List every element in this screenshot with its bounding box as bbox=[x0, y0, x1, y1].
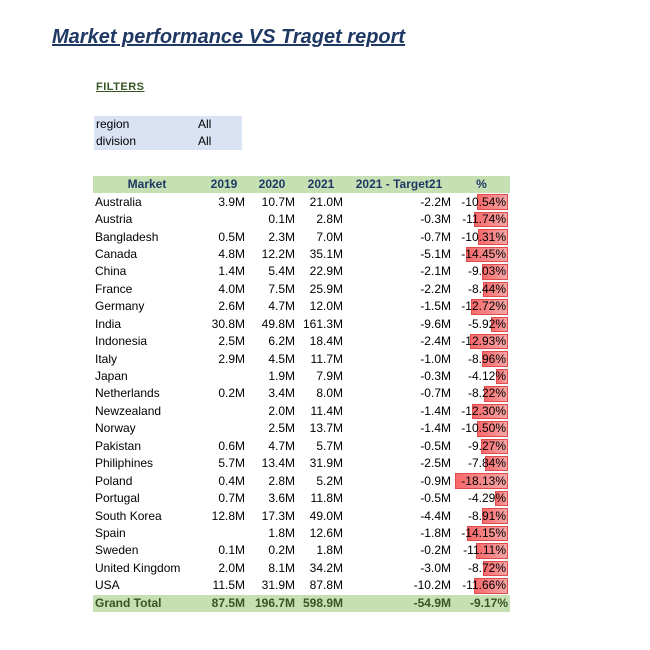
filter-region-value[interactable]: All bbox=[198, 117, 212, 131]
total-label: Grand Total bbox=[93, 595, 201, 612]
cell-pct bbox=[453, 542, 510, 559]
pct-value: -9.03% bbox=[467, 264, 506, 279]
pct-value: -11.74% bbox=[462, 212, 506, 227]
pct-value: -14.45% bbox=[461, 246, 506, 261]
cell-pct bbox=[453, 525, 510, 542]
cell-market: France bbox=[95, 281, 133, 296]
pct-value: -11.66% bbox=[462, 578, 506, 593]
cell-2020: 0.2M bbox=[268, 543, 295, 558]
cell-2020: 4.7M bbox=[268, 299, 295, 314]
cell-2021: 1.8M bbox=[316, 543, 343, 558]
cell-market: Germany bbox=[95, 299, 145, 314]
table-row bbox=[93, 472, 510, 489]
cell-2020: 13.4M bbox=[261, 456, 295, 471]
cell-market: USA bbox=[95, 578, 120, 593]
filter-region-label: region bbox=[96, 117, 130, 131]
cell-market: Philiphines bbox=[95, 456, 154, 471]
table-row bbox=[93, 577, 510, 594]
cell-pct bbox=[453, 193, 510, 210]
cell-pct bbox=[453, 333, 510, 350]
cell-diff: -2.5M bbox=[420, 456, 451, 471]
table-row bbox=[93, 455, 510, 472]
cell-market: Sweden bbox=[95, 543, 139, 558]
cell-diff: -2.2M bbox=[420, 194, 451, 209]
cell-diff: -4.4M bbox=[420, 508, 451, 523]
cell-2020: 1.9M bbox=[268, 369, 295, 384]
pct-value: -7.84% bbox=[467, 456, 506, 471]
cell-diff: -2.1M bbox=[420, 264, 451, 279]
pct-value: -4.29% bbox=[467, 491, 506, 506]
filter-division-label: division bbox=[96, 134, 137, 148]
cell-2020: 2.0M bbox=[268, 403, 295, 418]
cell-2019: 12.8M bbox=[211, 508, 245, 523]
cell-market: Austria bbox=[95, 212, 133, 227]
filter-division-value[interactable]: All bbox=[198, 134, 212, 148]
cell-2020: 10.7M bbox=[261, 194, 295, 209]
cell-2020: 7.5M bbox=[268, 281, 295, 296]
cell-2019: 0.1M bbox=[218, 543, 245, 558]
cell-2020: 3.4M bbox=[268, 386, 295, 401]
cell-2021: 18.4M bbox=[309, 334, 343, 349]
cell-2021: 8.0M bbox=[316, 386, 343, 401]
cell-diff: -0.5M bbox=[420, 491, 451, 506]
market-report-table bbox=[93, 176, 510, 612]
cell-pct bbox=[453, 438, 510, 455]
cell-diff: -0.2M bbox=[420, 543, 451, 558]
cell-pct bbox=[453, 316, 510, 333]
cell-2019: 0.7M bbox=[218, 491, 245, 506]
cell-pct bbox=[453, 577, 510, 594]
total-2019: 87.5M bbox=[201, 595, 247, 612]
cell-diff: -1.4M bbox=[420, 421, 451, 436]
cell-diff: -9.6M bbox=[420, 316, 451, 331]
cell-2019: 2.9M bbox=[218, 351, 245, 366]
cell-2019: 1.4M bbox=[218, 264, 245, 279]
cell-2020: 0.1M bbox=[268, 212, 295, 227]
table-row bbox=[93, 281, 510, 298]
cell-2019: 5.7M bbox=[218, 456, 245, 471]
cell-2021: 5.2M bbox=[316, 473, 343, 488]
cell-2019 bbox=[201, 403, 247, 420]
cell-market: Australia bbox=[95, 194, 142, 209]
grand-total-row bbox=[93, 595, 510, 612]
cell-2021: 21.0M bbox=[309, 194, 343, 209]
pct-value: -8.96% bbox=[467, 351, 506, 366]
header-2019: 2019 bbox=[201, 176, 247, 193]
cell-2020: 4.5M bbox=[268, 351, 295, 366]
filter-panel bbox=[94, 116, 242, 150]
cell-2021: 12.6M bbox=[309, 525, 343, 540]
cell-pct bbox=[453, 246, 510, 263]
cell-pct bbox=[453, 490, 510, 507]
table-row bbox=[93, 211, 510, 228]
cell-2020: 2.8M bbox=[268, 473, 295, 488]
total-2020: 196.7M bbox=[247, 595, 297, 612]
cell-diff: -0.3M bbox=[420, 212, 451, 227]
cell-pct bbox=[453, 507, 510, 524]
header-pct: % bbox=[453, 176, 510, 193]
total-diff: -54.9M bbox=[345, 595, 453, 612]
cell-market: Newzealand bbox=[95, 403, 162, 418]
cell-pct bbox=[453, 211, 510, 228]
cell-2021: 11.4M bbox=[310, 403, 343, 418]
report-title: Market performance VS Traget report bbox=[52, 26, 406, 48]
cell-diff: -10.2M bbox=[413, 578, 451, 593]
cell-2019: 0.4M bbox=[218, 473, 245, 488]
table-row bbox=[93, 490, 510, 507]
cell-2021: 5.7M bbox=[316, 438, 343, 453]
cell-2020: 4.7M bbox=[268, 438, 295, 453]
pct-value: -12.93% bbox=[461, 334, 506, 349]
cell-2019: 2.6M bbox=[218, 299, 245, 314]
header-2020: 2020 bbox=[247, 176, 297, 193]
cell-diff: -1.8M bbox=[420, 525, 451, 540]
cell-diff: -0.7M bbox=[420, 229, 451, 244]
cell-market: Bangladesh bbox=[95, 229, 159, 244]
cell-2021: 87.8M bbox=[309, 578, 343, 593]
cell-diff: -2.4M bbox=[420, 334, 451, 349]
cell-market: China bbox=[95, 264, 127, 279]
cell-2019 bbox=[201, 368, 247, 385]
cell-2021: 13.7M bbox=[309, 421, 343, 436]
cell-diff: -0.9M bbox=[420, 473, 451, 488]
pct-value: -12.72% bbox=[461, 299, 506, 314]
table-row bbox=[93, 560, 510, 577]
cell-pct bbox=[453, 560, 510, 577]
cell-2020: 2.5M bbox=[268, 421, 295, 436]
cell-2021: 2.8M bbox=[316, 212, 343, 227]
pct-value: -4.12% bbox=[467, 369, 506, 384]
table-row bbox=[93, 316, 510, 333]
pct-value: -10.54% bbox=[461, 194, 506, 209]
cell-2019: 4.8M bbox=[218, 246, 245, 261]
cell-market: Japan bbox=[95, 369, 128, 384]
table-row bbox=[93, 542, 510, 559]
cell-pct bbox=[453, 298, 510, 315]
table-row bbox=[93, 368, 510, 385]
table-row bbox=[93, 246, 510, 263]
table-header-row bbox=[93, 176, 510, 193]
filter-region[interactable] bbox=[96, 116, 212, 133]
table-row bbox=[93, 333, 510, 350]
table-row bbox=[93, 193, 510, 210]
cell-diff: -5.1M bbox=[420, 246, 451, 261]
cell-2019 bbox=[201, 420, 247, 437]
pct-value: -10.50% bbox=[461, 421, 506, 436]
cell-2021: 31.9M bbox=[309, 456, 343, 471]
cell-2021: 49.0M bbox=[309, 508, 343, 523]
cell-2019 bbox=[201, 525, 247, 542]
table-row bbox=[93, 420, 510, 437]
cell-2020: 6.2M bbox=[268, 334, 295, 349]
cell-market: South Korea bbox=[95, 508, 162, 523]
cell-pct bbox=[453, 281, 510, 298]
cell-2019: 4.0M bbox=[218, 281, 245, 296]
pct-value: -18.13% bbox=[461, 473, 506, 488]
cell-diff: -1.0M bbox=[420, 351, 451, 366]
cell-2019: 2.5M bbox=[218, 334, 245, 349]
cell-2019: 0.6M bbox=[218, 438, 245, 453]
cell-2021: 25.9M bbox=[309, 281, 343, 296]
table-row bbox=[93, 403, 510, 420]
cell-2020: 31.9M bbox=[261, 578, 295, 593]
total-pct: -9.17% bbox=[453, 595, 510, 612]
cell-market: Canada bbox=[95, 246, 138, 261]
cell-pct bbox=[453, 455, 510, 472]
cell-2019 bbox=[201, 211, 247, 228]
cell-market: Spain bbox=[95, 525, 126, 540]
cell-diff: -0.7M bbox=[420, 386, 451, 401]
cell-2021: 12.0M bbox=[309, 299, 343, 314]
pct-value: -8.72% bbox=[467, 560, 506, 575]
cell-2019: 0.5M bbox=[218, 229, 245, 244]
pct-value: -9.27% bbox=[467, 438, 506, 453]
header-market: Market bbox=[93, 176, 201, 193]
cell-2021: 22.9M bbox=[309, 264, 343, 279]
cell-pct bbox=[453, 403, 510, 420]
cell-2021: 34.2M bbox=[309, 560, 343, 575]
cell-pct bbox=[453, 385, 510, 402]
table-row bbox=[93, 507, 510, 524]
pct-value: -8.22% bbox=[467, 386, 506, 401]
cell-2019: 30.8M bbox=[211, 316, 245, 331]
filters-heading: FILTERS bbox=[96, 81, 145, 93]
cell-2021: 35.1M bbox=[309, 246, 343, 261]
cell-2019: 2.0M bbox=[218, 560, 245, 575]
cell-2020: 1.8M bbox=[268, 525, 295, 540]
cell-2019: 0.2M bbox=[218, 386, 245, 401]
pct-value: -8.91% bbox=[467, 508, 506, 523]
cell-market: Poland bbox=[95, 473, 133, 488]
header-diff: 2021 - Target21 bbox=[345, 176, 453, 193]
cell-market: Netherlands bbox=[95, 386, 160, 401]
pct-value: -14.15% bbox=[461, 525, 506, 540]
cell-pct bbox=[453, 263, 510, 280]
cell-diff: -0.5M bbox=[420, 438, 451, 453]
cell-2020: 49.8M bbox=[261, 316, 295, 331]
table-row bbox=[93, 385, 510, 402]
cell-pct bbox=[453, 368, 510, 385]
table-row bbox=[93, 263, 510, 280]
pct-value: -8.44% bbox=[467, 281, 506, 296]
cell-2021: 7.9M bbox=[316, 369, 343, 384]
cell-diff: -1.4M bbox=[420, 403, 451, 418]
header-2021: 2021 bbox=[297, 176, 345, 193]
cell-pct bbox=[453, 228, 510, 245]
cell-market: India bbox=[95, 316, 122, 331]
cell-market: United Kingdom bbox=[95, 560, 181, 575]
cell-2021: 161.3M bbox=[302, 316, 343, 331]
filter-division[interactable] bbox=[96, 133, 212, 150]
cell-market: Indonesia bbox=[95, 334, 148, 349]
table-row bbox=[93, 438, 510, 455]
table-body bbox=[93, 193, 510, 594]
cell-2019: 11.5M bbox=[212, 578, 245, 593]
pct-value: -12.30% bbox=[461, 403, 506, 418]
cell-2020: 3.6M bbox=[268, 491, 295, 506]
total-2021: 598.9M bbox=[297, 595, 345, 612]
table-row bbox=[93, 228, 510, 245]
pct-value: -5.92% bbox=[467, 316, 506, 331]
cell-diff: -3.0M bbox=[420, 560, 451, 575]
cell-2019: 3.9M bbox=[218, 194, 245, 209]
pct-value: -11.11% bbox=[463, 543, 506, 558]
cell-2020: 17.3M bbox=[261, 508, 295, 523]
cell-diff: -1.5M bbox=[420, 299, 451, 314]
cell-2021: 11.7M bbox=[310, 351, 343, 366]
cell-2020: 5.4M bbox=[268, 264, 295, 279]
cell-market: Pakistan bbox=[95, 438, 142, 453]
cell-market: Portugal bbox=[95, 491, 140, 506]
table-row bbox=[93, 525, 510, 542]
cell-2021: 7.0M bbox=[316, 229, 343, 244]
cell-pct bbox=[453, 350, 510, 367]
cell-market: Italy bbox=[95, 351, 118, 366]
cell-diff: -0.3M bbox=[420, 369, 451, 384]
table-row bbox=[93, 350, 510, 367]
cell-diff: -2.2M bbox=[420, 281, 451, 296]
pct-value: -10.31% bbox=[461, 229, 506, 244]
cell-2020: 8.1M bbox=[268, 560, 295, 575]
table-row bbox=[93, 298, 510, 315]
cell-market: Norway bbox=[95, 421, 136, 436]
cell-pct bbox=[453, 472, 510, 489]
cell-pct bbox=[453, 420, 510, 437]
cell-2020: 2.3M bbox=[268, 229, 295, 244]
cell-2021: 11.8M bbox=[310, 491, 343, 506]
cell-2020: 12.2M bbox=[261, 246, 295, 261]
